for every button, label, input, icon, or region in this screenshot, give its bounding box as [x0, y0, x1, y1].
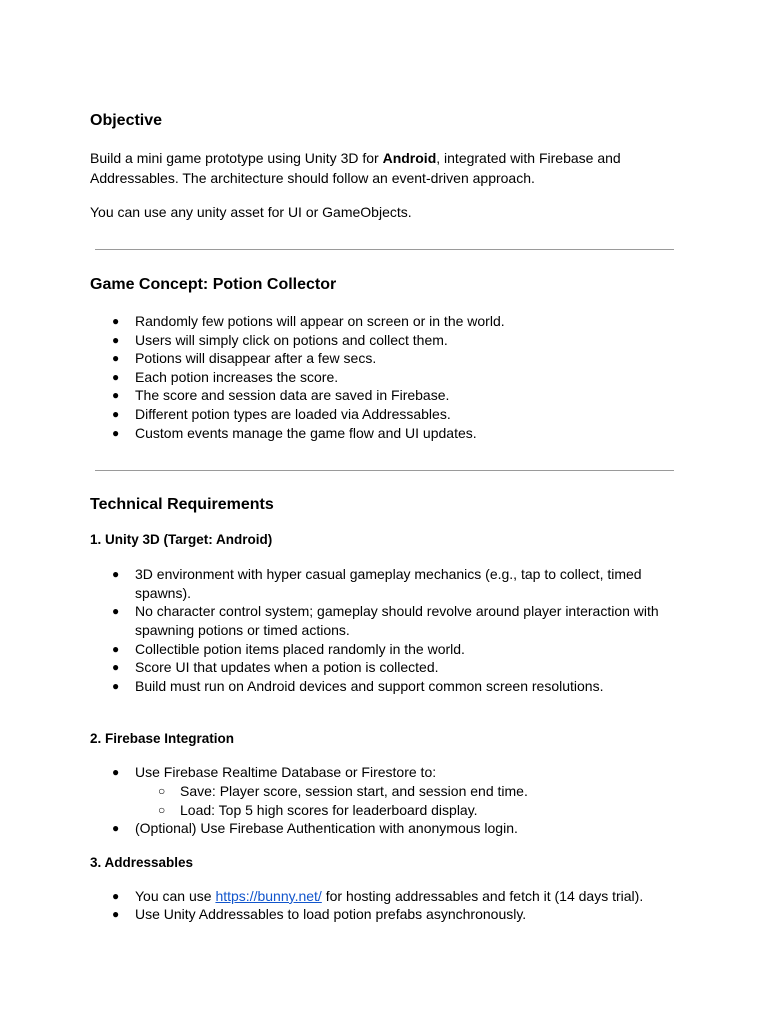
unity-heading: 1. Unity 3D (Target: Android) — [90, 532, 273, 548]
list-item: ● Use Firebase Realtime Database or Firestore to: ○ Save: Player score, session start, and session end time. ○ Load: Top 5 high scores for leaderboard display. — [90, 763, 680, 819]
document — [90, 110, 680, 924]
list-item: ● Potions will disappear after a few secs. — [112, 350, 377, 367]
list-item: ● Users will simply click on potions and collect them. — [112, 331, 448, 348]
list-item: ● Collectible potion items placed randomly in the world. — [112, 640, 465, 657]
asset-note-paragraph: You can use any unity asset for UI or GameObjects. — [90, 204, 412, 220]
android-bold-text: Android — [382, 150, 437, 166]
list-item: ● Build must run on Android devices and support common screen resolutions. — [112, 677, 604, 694]
firebase-heading: 2. Firebase Integration — [90, 731, 235, 747]
list-item: ● 3D environment with hyper casual gameplay mechanics (e.g., tap to collect, timed spawns). — [112, 566, 642, 601]
list-item: ● Randomly few potions will appear on screen or in the world. — [112, 313, 505, 329]
section-divider — [95, 470, 674, 471]
list-item: ● Custom events manage the game flow and UI updates. — [112, 424, 477, 441]
sub-list-item: ○ Save: Player score, session start, and session end time. — [158, 782, 528, 799]
list-item: ● Use Unity Addressables to load potion prefabs asynchronously. — [112, 906, 527, 923]
sub-list-item: ○ Load: Top 5 high scores for leaderboard display. — [158, 801, 478, 818]
addressables-heading: 3. Addressables — [90, 854, 194, 870]
list-item: ● Score UI that updates when a potion is collected. — [112, 659, 439, 676]
addressables-requirements-list — [90, 887, 680, 924]
list-item: ● (Optional) Use Firebase Authentication with anonymous login. — [112, 820, 518, 837]
firebase-requirements-list — [90, 763, 680, 837]
technical-requirements-heading: Technical Requirements — [90, 496, 274, 514]
section-divider — [95, 249, 674, 250]
list-item: ● Each potion increases the score. — [112, 368, 339, 385]
list-item: ● The score and session data are saved in Firebase. — [112, 387, 450, 404]
unity-requirements-list — [90, 565, 680, 695]
list-item: ● Different potion types are loaded via Addressables. — [112, 405, 451, 422]
firebase-sub-list — [135, 782, 680, 819]
objective-heading: Objective — [90, 112, 163, 129]
objective-paragraph: Build a mini game prototype using Unity 3D for Android, integrated with Firebase and Addressables. The architecture should follow an event-driven approach. — [90, 150, 621, 186]
game-concept-list — [90, 312, 680, 442]
list-item: ● No character control system; gameplay should revolve around player interaction with spawning potions or timed actions. — [112, 603, 659, 638]
game-concept-heading: Game Concept: Potion Collector — [90, 276, 337, 293]
bunny-net-link[interactable]: https://bunny.net/ — [215, 887, 322, 904]
list-item: ● You can use https://bunny.net/ for hosting addressables and fetch it (14 days trial). — [112, 887, 644, 904]
